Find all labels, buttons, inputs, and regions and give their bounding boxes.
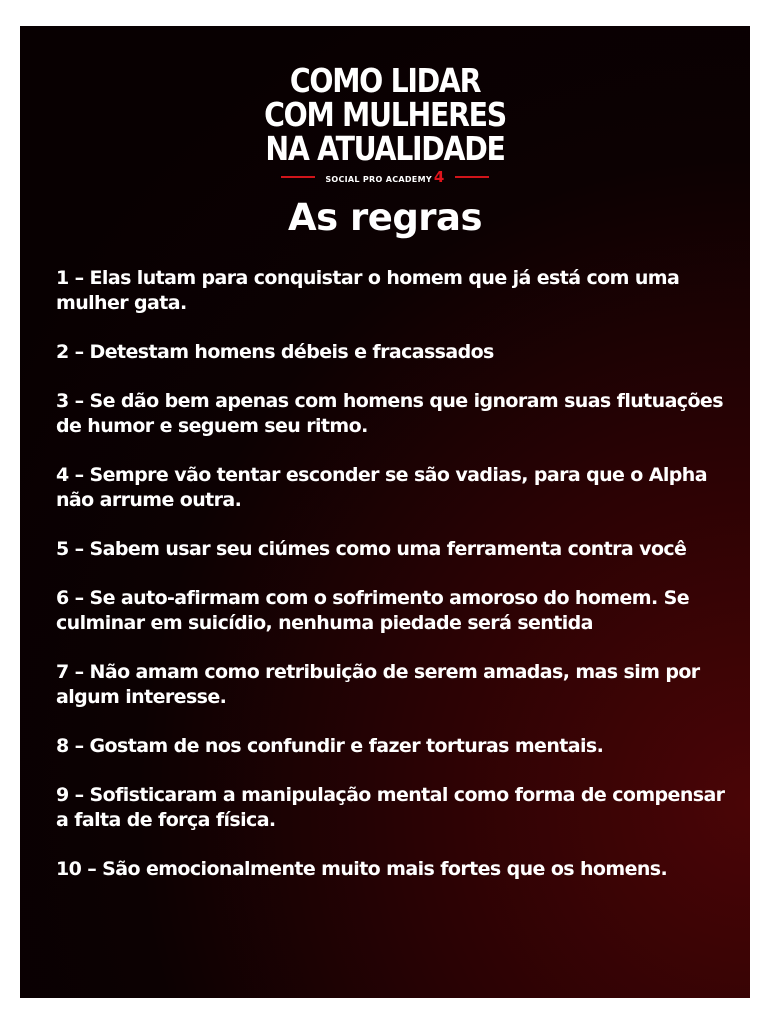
list-item: 8 – Gostam de nos confundir e fazer torturas mentais. (56, 735, 604, 757)
list-item: 10 – São emocionalmente muito mais fortes que os homens. (56, 858, 668, 880)
list-item: 5 – Sabem usar seu ciúmes como uma ferramenta contra você (56, 538, 687, 560)
logo-subtitle (20, 168, 750, 186)
list-item: 2 – Detestam homens débeis e fracassados (56, 341, 494, 363)
logo-subtitle-text: SOCIAL PRO ACADEMY 4 (325, 168, 445, 186)
list-item: 4 – Sempre vão tentar esconder se são vadias, para que o Alpha não arrume outra. (56, 464, 707, 511)
logo-title-line-2: COM MULHERES (264, 95, 506, 134)
list-item: 3 – Se dão bem apenas com homens que ignoram suas flutuações de humor e seguem seu ritmo. (56, 390, 723, 437)
list-item: 6 – Se auto-afirmam com o sofrimento amoroso do homem. Se culminar em suicídio, nenhuma piedade será sentida (56, 587, 689, 634)
logo-rule-left (281, 176, 315, 178)
logo-rule-right (455, 176, 489, 178)
book-logo (20, 61, 750, 186)
list-item: 7 – Não amam como retribuição de serem amadas, mas sim por algum interesse. (56, 661, 700, 708)
page-title: As regras (287, 196, 483, 239)
list-item: 9 – Sofisticaram a manipulação mental como forma de compensar a falta de força física. (56, 784, 725, 831)
rules-list (56, 266, 736, 906)
document-page (20, 26, 750, 998)
logo-title-line-3: NA ATUALIDADE (265, 129, 505, 168)
logo-edition-number: 4 (433, 168, 445, 186)
list-item: 1 – Elas lutam para conquistar o homem que já está com uma mulher gata. (56, 267, 680, 314)
logo-title-line-1: COMO LIDAR (289, 61, 481, 100)
